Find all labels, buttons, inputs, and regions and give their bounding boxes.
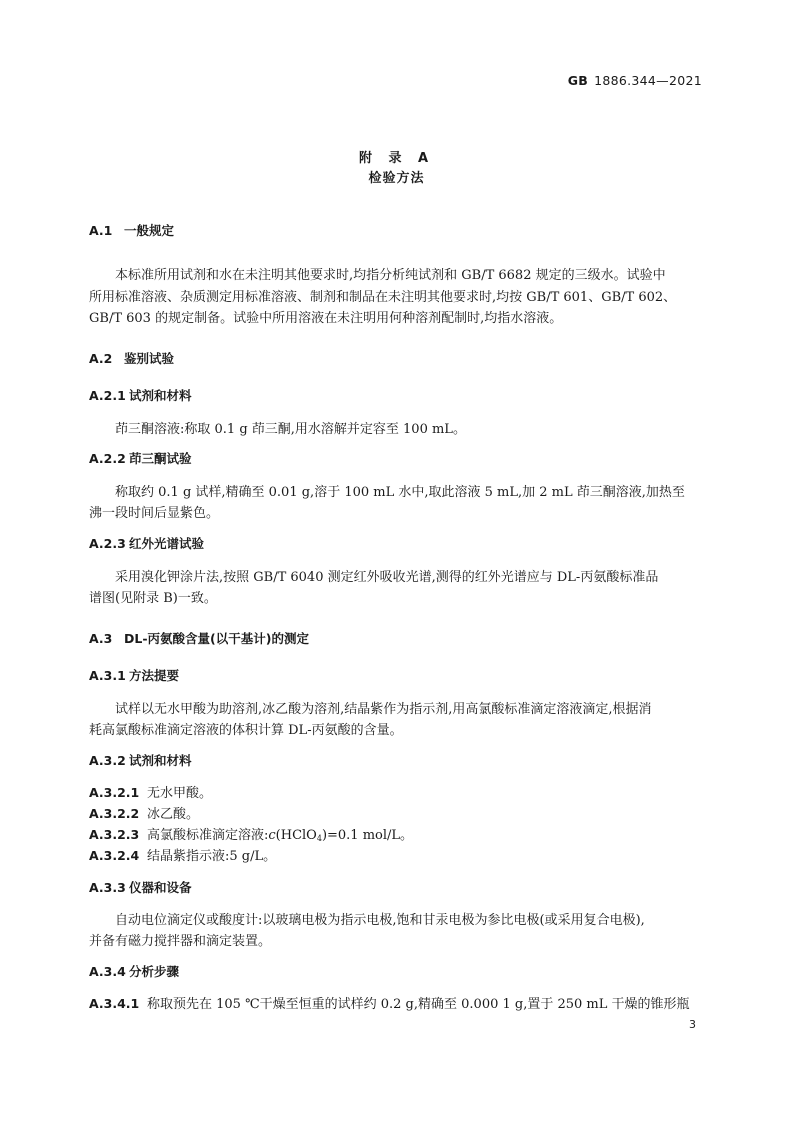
heading-a23 bbox=[89, 534, 204, 552]
item-number: A.3.4.1 bbox=[89, 996, 140, 1011]
item-text: 高氯酸标准滴定溶液: bbox=[147, 828, 269, 843]
list-item bbox=[89, 782, 212, 801]
heading-number: A.2 bbox=[89, 351, 113, 366]
item-subscript: 4 bbox=[316, 834, 322, 843]
heading-title: 分析步骤 bbox=[129, 964, 180, 979]
heading-title: 鉴别试验 bbox=[124, 351, 175, 366]
list-item bbox=[89, 803, 199, 822]
paragraph-line: GB/T 603 的规定制备。试验中所用溶液在未注明用何种溶剂配制时,均指水溶液。 bbox=[89, 311, 563, 326]
paragraph-line: 自动电位滴定仪或酸度计:以玻璃电极为指示电极,饱和甘汞电极为参比电极(或采用复合电极), bbox=[115, 913, 645, 928]
item-number: A.3.2.1 bbox=[89, 785, 140, 800]
heading-number: A.3.2 bbox=[89, 753, 126, 768]
item-formula-tail: )=0.1 mol/L。 bbox=[321, 828, 414, 843]
list-item bbox=[89, 824, 413, 843]
heading-number: A.3.4 bbox=[89, 964, 126, 979]
heading-title: 方法提要 bbox=[129, 668, 180, 683]
standard-code bbox=[568, 73, 702, 88]
heading-title: 茚三酮试验 bbox=[129, 451, 192, 466]
heading-a32 bbox=[89, 751, 192, 769]
paragraph-line: 茚三酮溶液:称取 0.1 g 茚三酮,用水溶解并定容至 100 mL。 bbox=[115, 422, 466, 437]
heading-number: A.2.3 bbox=[89, 536, 126, 551]
paragraph-line: 耗高氯酸标准滴定溶液的体积计算 DL-丙氨酸的含量。 bbox=[89, 723, 403, 738]
appendix-subtitle: 检验方法 bbox=[368, 171, 425, 186]
paragraph-line: 称取约 0.1 g 试样,精确至 0.01 g,溶于 100 mL 水中,取此溶液 5 mL,加 2 mL 茚三酮溶液,加热至 bbox=[115, 485, 685, 500]
heading-title: 红外光谱试验 bbox=[129, 536, 205, 551]
item-number: A.3.2.4 bbox=[89, 848, 140, 863]
heading-title: 一般规定 bbox=[124, 223, 175, 238]
heading-a31 bbox=[89, 666, 179, 684]
heading-a22 bbox=[89, 449, 192, 467]
page-number: 3 bbox=[689, 1018, 696, 1031]
paragraph-line: 采用溴化钾涂片法,按照 GB/T 6040 测定红外吸收光谱,测得的红外光谱应与 DL-丙氨酸标准品 bbox=[115, 570, 659, 585]
heading-a33 bbox=[89, 878, 192, 896]
heading-a21 bbox=[89, 386, 192, 404]
paragraph-line: 试样以无水甲酸为助溶剂,冰乙酸为溶剂,结晶紫作为指示剂,用高氯酸标准滴定溶液滴定,根据消 bbox=[115, 702, 652, 717]
heading-title: 试剂和材料 bbox=[129, 388, 192, 403]
item-number: A.3.2.2 bbox=[89, 806, 140, 821]
item-number: A.3.2.3 bbox=[89, 827, 140, 842]
list-item bbox=[89, 845, 276, 864]
heading-a34 bbox=[89, 962, 179, 980]
paragraph-line: 谱图(见附录 B)一致。 bbox=[89, 591, 217, 606]
item-text: 称取预先在 105 ℃干燥至恒重的试样约 0.2 g,精确至 0.000 1 g,置于 250 mL 干燥的锥形瓶 bbox=[147, 997, 690, 1012]
heading-number: A.3.1 bbox=[89, 668, 126, 683]
heading-number: A.2.1 bbox=[89, 388, 126, 403]
list-item bbox=[89, 993, 690, 1012]
paragraph-line: 本标准所用试剂和水在未注明其他要求时,均指分析纯试剂和 GB/T 6682 规定的三级水。试验中 bbox=[115, 268, 666, 283]
item-symbol: c bbox=[268, 828, 276, 843]
heading-number: A.3.3 bbox=[89, 880, 126, 895]
heading-a2 bbox=[89, 349, 174, 367]
heading-title: 仪器和设备 bbox=[129, 880, 192, 895]
item-formula: (HClO bbox=[275, 828, 317, 843]
item-text: 结晶紫指示液:5 g/L。 bbox=[147, 849, 277, 864]
heading-title: 试剂和材料 bbox=[129, 753, 192, 768]
heading-title: DL-丙氨酸含量(以干基计)的测定 bbox=[124, 631, 309, 646]
item-text: 冰乙酸。 bbox=[147, 807, 200, 822]
standard-prefix: GB bbox=[567, 73, 589, 88]
item-text: 无水甲酸。 bbox=[147, 786, 213, 801]
heading-number: A.2.2 bbox=[89, 451, 126, 466]
heading-a1 bbox=[89, 221, 174, 239]
paragraph-line: 并备有磁力搅拌器和滴定装置。 bbox=[89, 934, 272, 949]
appendix-title: 附 录 A bbox=[358, 151, 435, 166]
standard-number: 1886.344—2021 bbox=[594, 73, 702, 88]
heading-number: A.3 bbox=[89, 631, 113, 646]
paragraph-line: 所用标准溶液、杂质测定用标准溶液、制剂和制品在未注明其他要求时,均按 GB/T 601、GB/T 602、 bbox=[89, 290, 677, 305]
heading-number: A.1 bbox=[89, 223, 113, 238]
paragraph-line: 沸一段时间后显紫色。 bbox=[89, 506, 220, 521]
heading-a3 bbox=[89, 629, 309, 647]
